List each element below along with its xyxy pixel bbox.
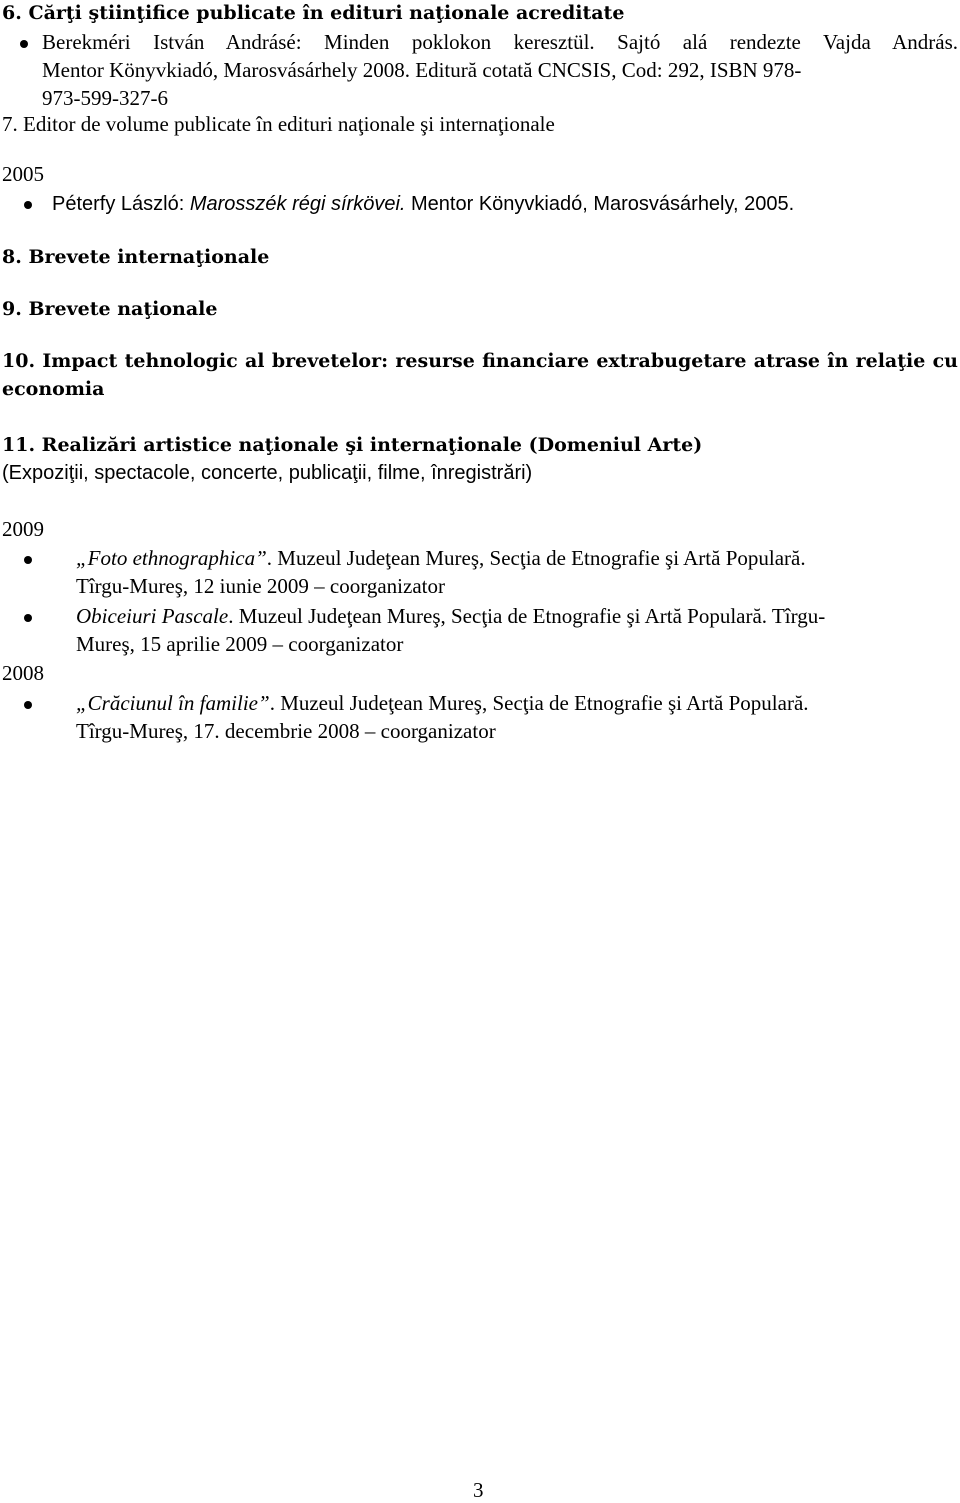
page-number: 3 bbox=[473, 1478, 484, 1502]
s7-item-author: Péterfy László: bbox=[52, 193, 190, 215]
s7-item bbox=[52, 193, 794, 216]
s11-2008-item1-line2: Tîrgu-Mureş, 17. decembrie 2008 – coorganizator bbox=[76, 719, 496, 743]
s11-2008-item1-line1 bbox=[76, 691, 809, 716]
s11-2009-item2-line1 bbox=[76, 604, 825, 629]
section-10-heading-line1: 10. Impact tehnologic al brevetelor: resurse financiare extrabugetare atrase în relaţie cu bbox=[2, 350, 958, 372]
s11-year-2008: 2008 bbox=[2, 661, 44, 685]
s7-item-rest: Mentor Könyvkiadó, Marosvásárhely, 2005. bbox=[405, 193, 795, 215]
s11-2009-item2-line2: Mureş, 15 aprilie 2009 – coorganizator bbox=[76, 632, 404, 656]
s11-2009-item1-title: „Foto ethnographica” bbox=[76, 546, 267, 570]
bullet-icon bbox=[24, 556, 32, 564]
bullet-icon bbox=[24, 201, 32, 209]
s7-year: 2005 bbox=[2, 162, 44, 186]
section-11-subheading: (Expoziţii, spectacole, concerte, publicaţii, filme, înregistrări) bbox=[2, 462, 533, 484]
section-7-heading: 7. Editor de volume publicate în edituri naţionale şi internaţionale bbox=[2, 112, 555, 136]
bullet-icon bbox=[20, 40, 28, 48]
section-10-heading-line2: economia bbox=[2, 378, 105, 400]
s6-item-line2: Mentor Könyvkiadó, Marosvásárhely 2008. Editură cotată CNCSIS, Cod: 292, ISBN 978- bbox=[42, 58, 802, 82]
s7-item-title: Marosszék régi sírkövei. bbox=[189, 193, 406, 215]
s11-2009-item1-line1 bbox=[76, 546, 806, 571]
s11-2009-item2-title: Obiceiuri Pascale bbox=[76, 604, 229, 628]
s11-year-2009: 2009 bbox=[2, 517, 44, 541]
section-6-heading: 6. Cărţi ştiinţifice publicate în edituri naţionale acreditate bbox=[2, 2, 625, 24]
s11-2008-item1-title: „Crăciunul în familie” bbox=[76, 691, 270, 715]
s6-item-line3: 973-599-327-6 bbox=[42, 86, 168, 110]
s11-2008-item1-rest: . Muzeul Judeţean Mureş, Secţia de Etnografie şi Artă Populară. bbox=[269, 691, 809, 715]
s11-2009-item1-line2: Tîrgu-Mureş, 12 iunie 2009 – coorganizator bbox=[76, 574, 445, 598]
s11-2009-item2-rest: . Muzeul Judeţean Mureş, Secţia de Etnografie şi Artă Populară. Tîrgu- bbox=[228, 604, 826, 628]
section-9-heading: 9. Brevete naţionale bbox=[2, 298, 218, 320]
section-11-heading: 11. Realizări artistice naţionale şi internaţionale (Domeniul Arte) bbox=[2, 434, 703, 456]
bullet-icon bbox=[24, 614, 32, 622]
section-8-heading: 8. Brevete internaţionale bbox=[2, 246, 270, 268]
s11-2009-item1-rest: . Muzeul Judeţean Mureş, Secţia de Etnografie şi Artă Populară. bbox=[266, 546, 806, 570]
s6-item-line1: Berekméri István Andrásé: Minden poklokon keresztül. Sajtó alá rendezte Vajda András. bbox=[42, 30, 958, 54]
bullet-icon bbox=[24, 701, 32, 709]
